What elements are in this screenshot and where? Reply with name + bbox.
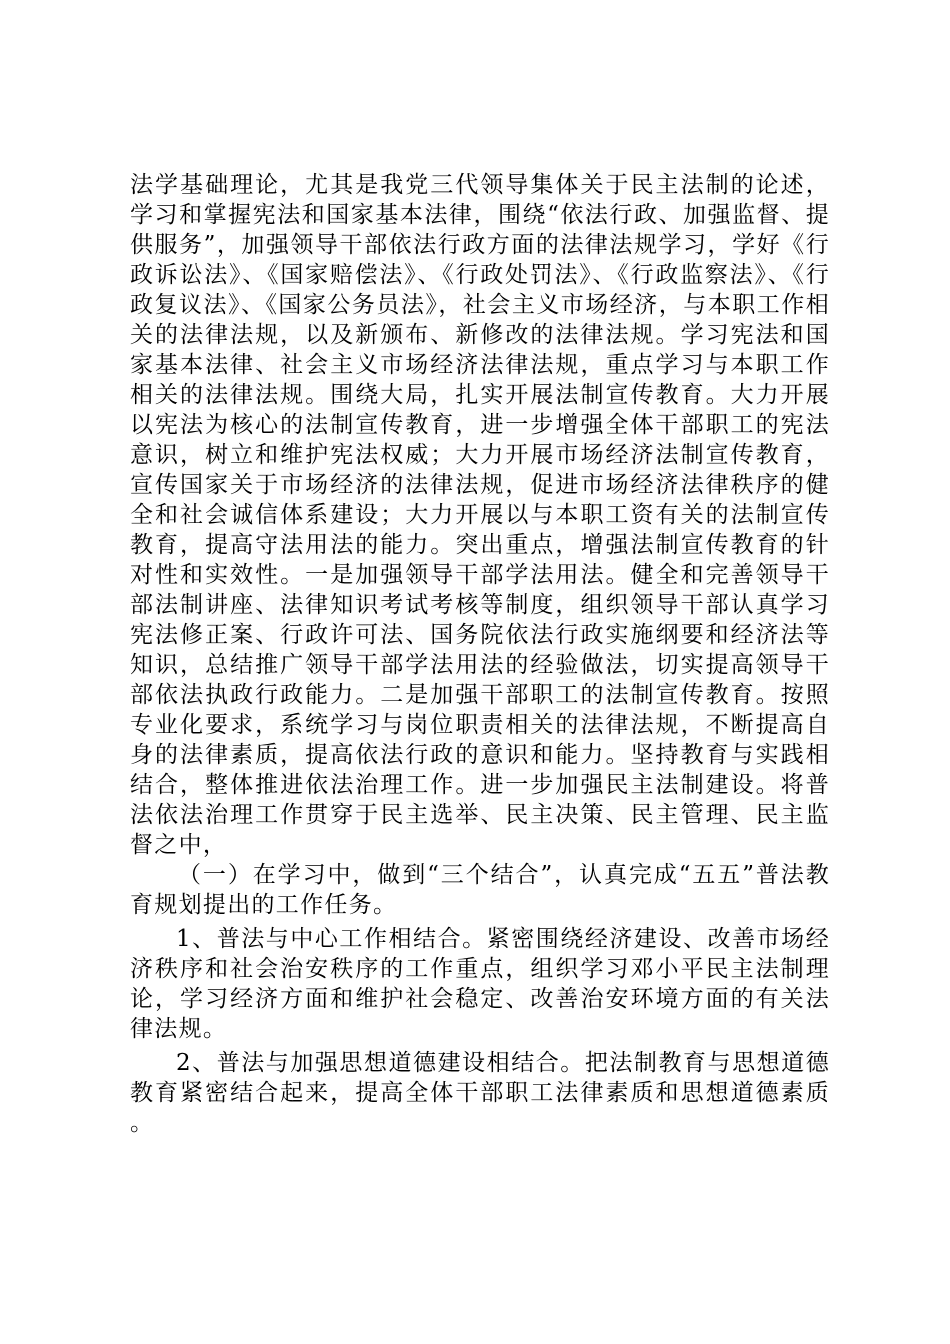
section-heading-1: （一）在学习中，做到“三个结合”，认真完成“五五”普法教育规划提出的工作任务。 [130,862,830,918]
list-item-2: 2、普法与加强思想道德建设相结合。把法制教育与思想道德教育紧密结合起来，提高全体干部职工法律素质和思想道德素质。 [130,1050,830,1136]
list-item-1: 1、普法与中心工作相结合。紧密围绕经济建设、改善市场经济秩序和社会治安秩序的工作重点，组织学习邓小平民主法制理论，学习经济方面和维护社会稳定、改善治安环境方面的有关法律法规。 [130,926,830,1042]
body-paragraph-1: 法学基础理论，尤其是我党三代领导集体关于民主法制的论述，学习和掌握宪法和国家基本法律，围绕“依法行政、加强监督、提供服务”，加强领导干部依法行政方面的法律法规学习，学好《行政诉讼法》、《国家赔偿法》、《行政处罚法》、《行政监察法》、《行政复议法》、《国家公务员法》，社会主义市场经济，与本职工作相关的法律法规，以及新颁布、新修改的法律法规。学习宪法和国家基本法律、社会主义市场经济法律法规，重点学习与本职工作相关的法律法规。围绕大局，扎实开展法制宣传教育。大力开展以宪法为核心的法制宣传教育，进一步增强全体干部职工的宪法意识，树立和维护宪法权威；大力开展市场经济法制宣传教育，宣传国家关于市场经济的法律法规，促进市场经济法律秩序的健全和社会诚信体系建设；大力开展以与本职工资有关的法制宣传教育，提高守法用法的能力。突出重点，增强法制宣传教育的针对性和实效性。一是加强领导干部学法用法。健全和完善领导干部法制讲座、法律知识考试考核等制度，组织领导干部认真学习宪法修正案、行政许可法、国务院依法行政实施纲要和经济法等知识，总结推广领导干部学法用法的经验做法，切实提高领导干部依法执政行政能力。二是加强干部职工的法制宣传教育。按照专业化要求，系统学习与岗位职责相关的法律法规，不断提高自身的法律素质，提高依法行政的意识和能力。坚持教育与实践相结合，整体推进依法治理工作。进一步加强民主法制建设。将普法依法治理工作贯穿于民主选举、民主决策、民主管理、民主监督之中， [130,172,830,858]
document-body [130,170,830,1138]
